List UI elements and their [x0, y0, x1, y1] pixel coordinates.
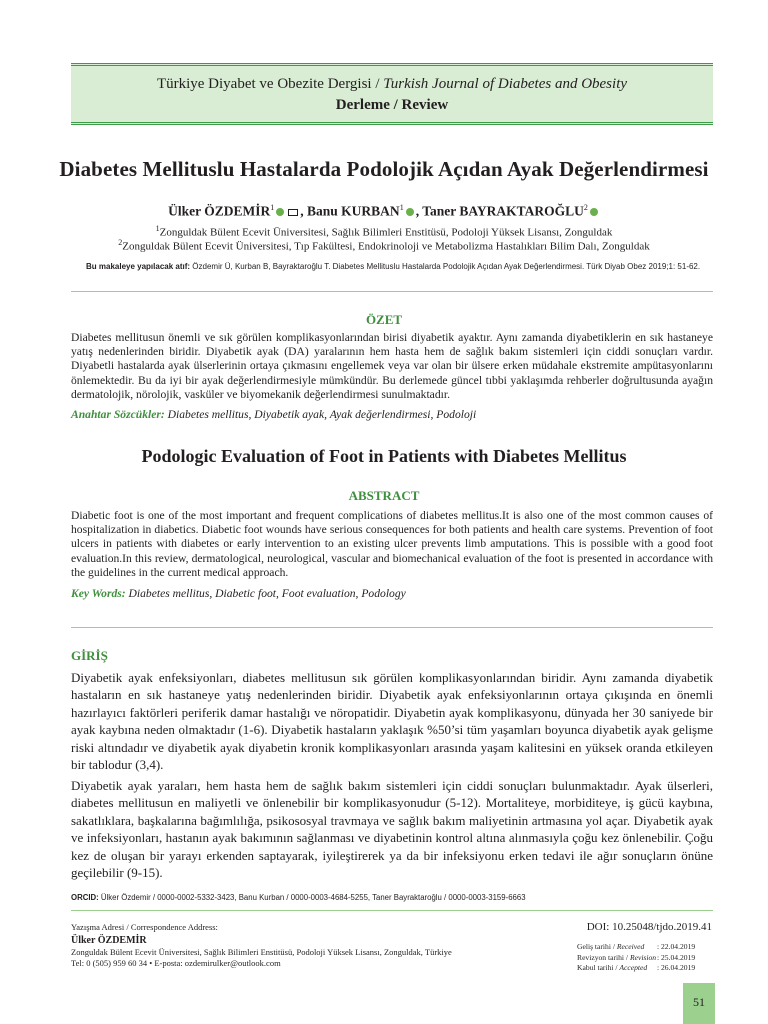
correspondence-address: Zonguldak Bülent Ecevit Üniversitesi, Sağlık Bilimleri Enstitüsü, Podoloji Yüksek Lisansı, Zonguldak, Türkiye — [71, 947, 452, 957]
ozet-text: Diabetes mellitusun önemli ve sık görülen komplikasyonlarından birisi diyabetik ayaktır. Aynı zamanda diyabetiklerin en sık hastaneye yatış nedenlerinden biridir. Diyabetik ayak (DA) yaralarının hem hasta hem de sağlık bakım sistemleri için ciddi sonuçları vardır. Diyabetli hastalarda ayak ülserlerinin ortaya çıkmasını engellemek veya var olan bir ülsere erken müdahale ekstremite ampütasyonlarını önlemektedir. Bu da iyi bir ayak değerlendirmesiyle mümkündür. Bu derlemede güncel tıbbi yaklaşımda rehberler doğrultusunda ayağın dermatolojik, nörolojik, vasküler ve biyomekanik değerlendirmesi sunulmaktadır. — [71, 331, 713, 401]
abstract-text: Diabetic foot is one of the most important and frequent complications of diabetes mellitus.It is also one of the most common causes of hospitalization in diabetics. Diabetic foot wounds have serious consequences for both patients and health care systems. Prevention of foot ulcers in patients with diabetes or early intervention to an existing ulcer prevents limb amputations. This is possible with a good foot evaluation.In this review, dermatological, neurological, vascular and biomechanical evaluation of the foot is presented in accordance with the guidelines in the current medical approach. — [71, 509, 713, 579]
affiliation-sup: 1 — [155, 224, 160, 233]
author-sup: 1 — [399, 203, 404, 212]
article-type: Derleme / Review — [335, 97, 449, 113]
author-name: , Banu KURBAN — [300, 203, 400, 219]
date-value: : 26.04.2019 — [657, 963, 696, 973]
citation — [86, 262, 726, 271]
correspondence — [71, 922, 521, 969]
author-sup: 2 — [583, 203, 588, 212]
orcid-line — [71, 893, 713, 902]
keywords-text: Diabetes mellitus, Diabetic foot, Foot evaluation, Podology — [125, 587, 406, 600]
body-paragraph-1: Diyabetik ayak enfeksiyonları, diabetes mellitusun sık görülen komplikasyonlarından biridir. Aynı zamanda diyabetik hastaların en sık hastaneye yatış nedenlerinden biridir. Diyabetik ayak enfeksiyonlarının ortaya çıkışında en önemli hazırlayıcı faktörleri periferik damar hastalığı ve nöropatidir. Diyabetin ayak komplikasyonu, dünyada her 30 saniyede bir ayak kaybına neden olmaktadır (1-6). Diyabetik hastaların yaklaşık %50’si tüm yaşamları boyunca diyabetik ayak gelişme riski altındadır ve diyabetik ayak diyabetin kronik komplikasyonları arasında yaşam kalitesini en yüksek oranda etkileyen bir tablodur (3,4). — [71, 670, 713, 773]
giris-heading: GİRİŞ — [71, 648, 108, 663]
citation-label: Bu makaleye yapılacak atıf: — [86, 262, 191, 271]
affiliation-text: Zonguldak Bülent Ecevit Üniversitesi, Sağlık Bilimleri Enstitüsü, Podoloji Yüksek Lisansı, Zonguldak — [159, 226, 613, 239]
abstract-keywords — [71, 587, 713, 600]
body-paragraph-2: Diyabetik ayak yaraları, hem hasta hem de sağlık bakım sistemleri için ciddi sonuçları bulunmaktadır. Ayak ülserleri, diabetes mellitusun en maliyetli ve önlenebilir bir komplikasyonudur (5-12). Mortaliteye, morbiditeye, iş gücü kaybına, sakatlıklara, başkalarına bağımlılığa, psikososyal travmaya ve sağlık bakım maliyetinin artmasına yol açar. Diyabetik ayak ve infeksiyonları, hastanın ayak bakımının sağlanması ve diyabetinin kontrol altına alınmasıyla çoğu kez önlenebilir. Çoğu kez de oluşan bir yarayı erkenden saptayarak, iyileştirerek ya da bir infeksiyonu erken tedavi ile ağır sonuçların önüne geçilebilir (9-15). — [71, 778, 713, 881]
affiliation-text: Zonguldak Bülent Ecevit Üniversitesi, Tıp Fakültesi, Endokrinoloji ve Metabolizma Hastalıkları Bilim Dalı, Zonguldak — [122, 240, 650, 253]
journal-name — [71, 76, 713, 93]
date-label-en: Accepted — [619, 963, 648, 973]
keywords-label: Key Words: — [71, 587, 126, 600]
date-label: Revizyon tarihi / — [577, 952, 630, 962]
author-name: Ülker ÖZDEMİR — [168, 203, 271, 219]
article-title: Diabetes Mellituslu Hastalarda Podolojik Açıdan Ayak Değerlendirmesi — [59, 157, 709, 181]
citation-text: Özdemir Ü, Kurban B, Bayraktaroğlu T. Diabetes Mellituslu Hastalarda Podolojik Açıdan Ayak Değerlendirmesi. Türk Diyab Obez 2019;1: 51-62. — [190, 262, 701, 271]
divider — [71, 291, 713, 292]
date-label-en: Received — [616, 942, 645, 951]
correspondence-contact: Tel: 0 (505) 959 60 34 • E-posta: ozdemirulker@outlook.com — [71, 958, 281, 968]
orcid-icon[interactable] — [590, 208, 598, 216]
divider — [71, 910, 713, 911]
date-label: Geliş tarihi / — [577, 942, 617, 951]
article-dates — [577, 942, 717, 974]
author-sup: 1 — [270, 203, 275, 212]
orcid-icon[interactable] — [406, 208, 414, 216]
orcid-label: ORCID: — [71, 893, 99, 902]
english-title: Podologic Evaluation of Foot in Patients with Diabetes Mellitus — [141, 446, 627, 466]
affiliation-1 — [40, 224, 728, 239]
date-label: Kabul tarihi / — [577, 963, 620, 973]
affiliation-sup: 2 — [118, 238, 123, 247]
author-list — [40, 203, 728, 220]
abstract-heading: ABSTRACT — [348, 488, 420, 503]
keywords-text: Diabetes mellitus, Diyabetik ayak, Ayak değerlendirmesi, Podoloji — [164, 408, 477, 421]
doi[interactable]: DOI: 10.25048/tjdo.2019.41 — [586, 921, 712, 933]
journal-name-en: Turkish Journal of Diabetes and Obesity — [383, 76, 628, 92]
journal-header — [71, 63, 713, 125]
correspondence-label: Yazışma Adresi / Correspondence Address: — [71, 922, 218, 932]
date-label-en: Revision — [629, 952, 657, 962]
keywords-label: Anahtar Sözcükler: — [71, 408, 165, 421]
date-received — [577, 942, 717, 953]
mail-icon[interactable] — [288, 209, 298, 216]
orcid-icon[interactable] — [276, 208, 284, 216]
correspondence-name: Ülker ÖZDEMİR — [71, 935, 147, 946]
ozet-heading: ÖZET — [365, 312, 403, 327]
page-number: 51 — [683, 983, 715, 1024]
date-accepted — [577, 963, 717, 974]
author-name: , Taner BAYRAKTAROĞLU — [415, 203, 584, 219]
date-value: : 25.04.2019 — [657, 952, 696, 962]
date-value: : 22.04.2019 — [657, 942, 696, 951]
divider — [71, 627, 713, 628]
orcid-text: Ülker Özdemir / 0000-0002-5332-3423, Banu Kurban / 0000-0003-4684-5255, Taner Bayraktaroğlu / 0000-0003-3159-6663 — [98, 893, 526, 902]
journal-name-tr: Türkiye Diyabet ve Obezite Dergisi / — [156, 76, 384, 92]
ozet-keywords — [71, 408, 713, 421]
affiliation-2 — [40, 238, 728, 253]
date-revision — [577, 953, 717, 964]
